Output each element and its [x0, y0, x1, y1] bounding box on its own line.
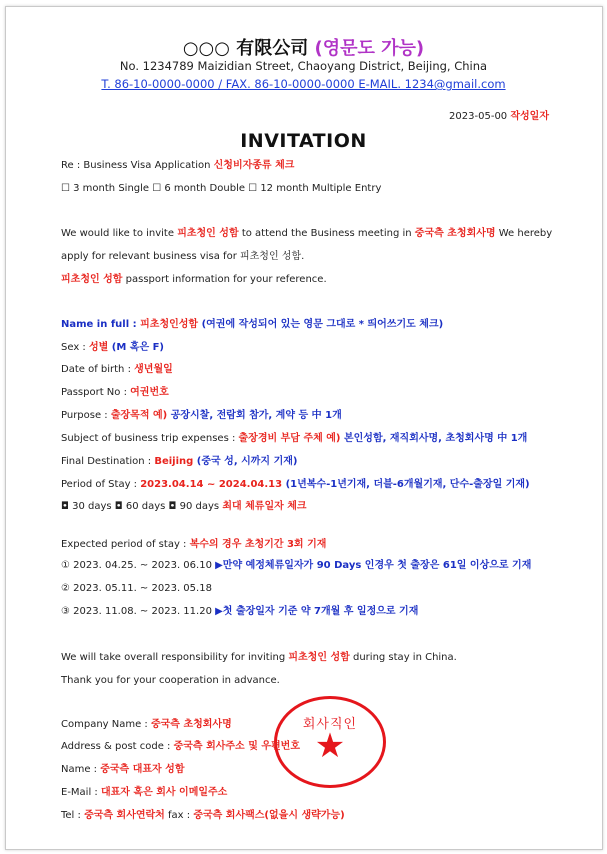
- invitee-name: 피초청인 성함: [177, 228, 239, 239]
- period-note: ▶만약 예정체류일자가 90 Days 인경우 첫 출장은 61일 이상으로 기재: [215, 560, 532, 571]
- period-dates: ① 2023. 04.25. ~ 2023. 06.10: [61, 560, 216, 571]
- contact-link[interactable]: T. 86-10-0000-0000 / FAX. 86-10-0000-0000 E-MAIL. 1234@gmail.com: [101, 77, 506, 91]
- expected-period: [61, 539, 326, 551]
- field-note: 복수의 경우 초청기간 3회 기재: [189, 539, 327, 550]
- field-label: Sex :: [61, 342, 89, 353]
- company-address: No. 1234789 Maizidian Street, Chaoyang District, Beijing, China: [119, 59, 488, 73]
- page-title: INVITATION: [240, 130, 367, 152]
- invitee-name: 피초청인 성함: [288, 652, 350, 663]
- field-value: 2023.04.14 ~ 2024.04.13: [140, 479, 283, 490]
- field-label: Period of Stay :: [61, 479, 141, 490]
- visa-options: ☐ 3 month Single ☐ 6 month Double ☐ 12 month Multiple Entry: [61, 183, 382, 194]
- days-options: ◘ 30 days ◘ 60 days ◘ 90 days: [61, 501, 223, 512]
- re-line: [61, 160, 294, 172]
- field-value: 출장목적 예): [110, 410, 168, 421]
- field-value: 중국측 대표자 성함: [100, 764, 185, 775]
- field-note: (M 혹은 F): [108, 342, 164, 353]
- closing-line-1: [61, 652, 457, 664]
- field-note: (중국 성, 시까지 기재): [193, 456, 298, 467]
- field-dob: [61, 364, 173, 376]
- field-label: Name :: [61, 764, 101, 775]
- period-note: ▶첫 출장일자 기준 약 7개월 후 일정으로 기재: [215, 606, 419, 617]
- field-value: Beijing: [154, 456, 194, 467]
- company-name-field: [61, 719, 232, 731]
- field-note: 최대 체류일자 체크: [222, 501, 307, 512]
- intro-line-2: apply for relevant business visa for 피초청인 성함.: [61, 251, 305, 262]
- company-name-text: ○○○ 有限公司: [182, 38, 315, 59]
- intro-text: to attend the Business meeting in: [238, 228, 415, 239]
- field-label: fax :: [164, 810, 194, 821]
- field-value: 대표자 혹은 회사 이메일주소: [100, 787, 228, 798]
- closing-line-2: Thank you for your cooperation in advance.: [61, 675, 280, 686]
- field-note: 본인성함, 재직회사명, 초청회사명 中 1개: [340, 433, 528, 444]
- field-purpose: [61, 410, 342, 422]
- field-label: Tel :: [61, 810, 85, 821]
- document-date: [449, 111, 549, 123]
- intro-text: We hereby: [495, 228, 553, 239]
- re-note: 신청비자종류 체크: [213, 160, 295, 171]
- intro-line-1: [61, 228, 552, 240]
- field-label: Date of birth :: [61, 364, 135, 375]
- closing-text: We will take overall responsibility for inviting: [61, 652, 289, 663]
- field-passport: [61, 387, 169, 399]
- field-note: (1년복수-1년기재, 더블-6개월기재, 단수-출장일 기재): [282, 479, 530, 490]
- company-address-field: [61, 741, 300, 753]
- field-label: Company Name :: [61, 719, 151, 730]
- period-dates: ③ 2023. 11.08. ~ 2023. 11.20: [61, 606, 216, 617]
- intro-line-3: [61, 274, 327, 286]
- star-icon: ★: [314, 726, 346, 766]
- date-value: 2023-05-00: [449, 111, 508, 122]
- inviting-company: 중국측 초청회사명: [414, 228, 496, 239]
- field-value: 중국측 회사연락처: [84, 810, 165, 821]
- field-label: E-Mail :: [61, 787, 101, 798]
- re-label: Re : Business Visa Application: [61, 160, 214, 171]
- field-label: Expected period of stay :: [61, 539, 190, 550]
- field-value: 생년월일: [134, 364, 173, 375]
- expected-period-1: [61, 560, 531, 572]
- field-label: Purpose :: [61, 410, 111, 421]
- field-value: 피초청인성함: [140, 319, 199, 330]
- field-label: Subject of business trip expenses :: [61, 433, 239, 444]
- field-value: 중국측 회사팩스(없을시 생략가능): [193, 810, 345, 821]
- company-name: [0, 34, 607, 60]
- invitee-name: 피초청인 성함: [61, 274, 123, 285]
- field-label: Address & post code :: [61, 741, 174, 752]
- field-subject: [61, 433, 527, 445]
- field-label: Passport No :: [61, 387, 131, 398]
- field-label: Final Destination :: [61, 456, 155, 467]
- intro-text: We would like to invite: [61, 228, 178, 239]
- company-tel-field: [61, 810, 345, 822]
- intro-text: passport information for your reference.: [122, 274, 327, 285]
- expected-period-2: ② 2023. 05.11. ~ 2023. 05.18: [61, 583, 212, 594]
- expected-period-3: [61, 606, 418, 618]
- date-note: 작성일자: [510, 111, 549, 122]
- field-value: 출장경비 부담 주체 예): [238, 433, 341, 444]
- company-rep-field: [61, 764, 184, 776]
- field-days: [61, 501, 307, 513]
- closing-text: during stay in China.: [349, 652, 457, 663]
- company-name-note: (영문도 가능): [314, 38, 425, 59]
- field-sex: [61, 342, 164, 354]
- company-email-field: [61, 787, 227, 799]
- field-period: [61, 479, 530, 491]
- field-label: Name in full :: [61, 319, 141, 330]
- field-value: 중국측 회사주소 및 우편번호: [173, 741, 300, 752]
- field-note: (여권에 작성되어 있는 영문 그대로 * 띄어쓰기도 체크): [198, 319, 444, 330]
- field-value: 여권번호: [130, 387, 169, 398]
- field-note: 공장시찰, 전람회 참가, 계약 등 中 1개: [167, 410, 342, 421]
- field-name: [61, 319, 443, 331]
- field-value: 성별: [88, 342, 109, 353]
- field-value: 중국측 초청회사명: [150, 719, 232, 730]
- field-destination: [61, 456, 297, 468]
- seal-text: 회사직인: [302, 717, 358, 732]
